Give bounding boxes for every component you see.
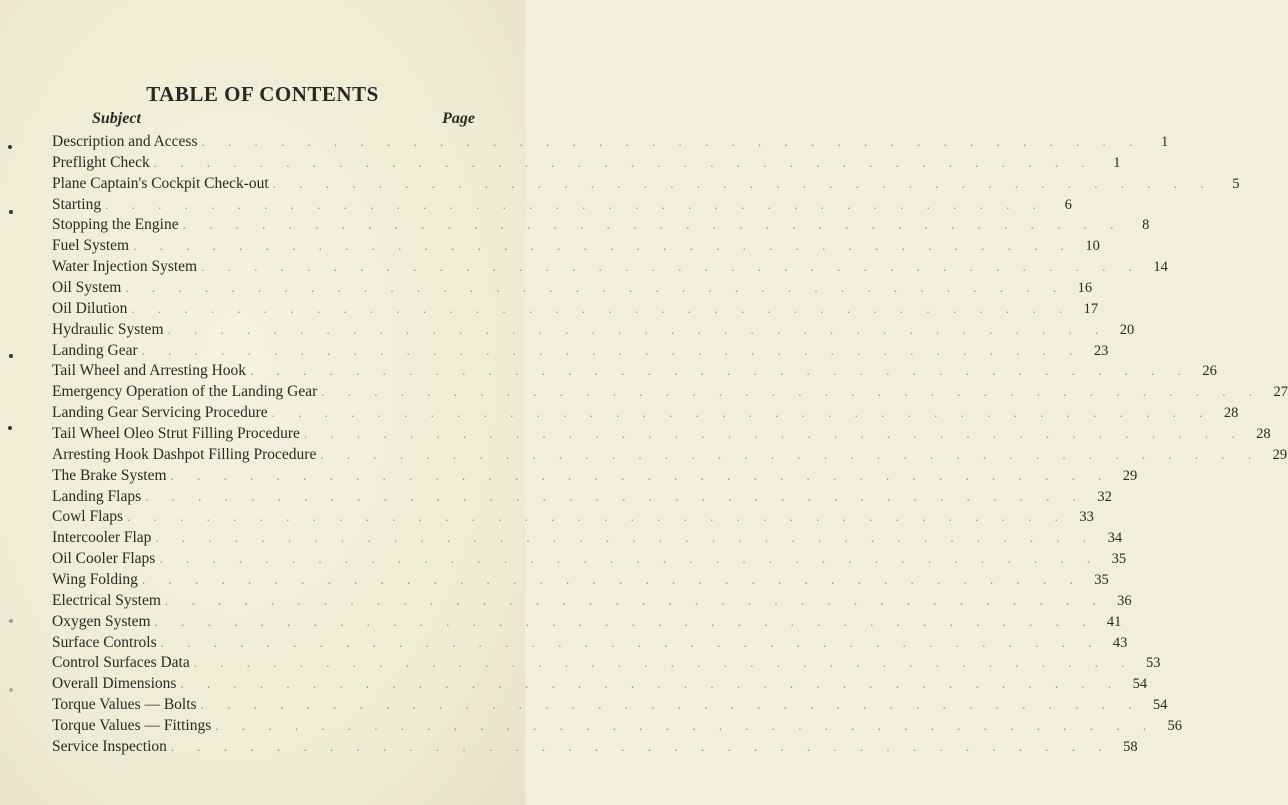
toc-entry-label: Landing Gear Servicing Procedure bbox=[52, 404, 268, 422]
dot-leader: . . . . . . . . . . . . . . . . . . . . . . . . . . . . . . . . . . . . bbox=[131, 300, 1073, 316]
binding-hole-mark bbox=[9, 619, 13, 623]
toc-entry bbox=[52, 320, 1135, 342]
toc-entry-page-number: 28 bbox=[1256, 426, 1271, 443]
toc-entry-label: Intercooler Flap bbox=[52, 529, 152, 547]
toc-entry-page-number: 32 bbox=[1097, 488, 1112, 505]
dot-leader: . . . . . . . . . . . . . . . . . . . . . . . . . . . . . . . . . . . . bbox=[167, 321, 1109, 337]
dot-leader: . . . . . . . . . . . . . . . . . . . . . . . . . . . . . . . . . . . . bbox=[170, 467, 1112, 483]
toc-entry bbox=[52, 696, 1168, 717]
dot-leader: . . . . . . . . . . . . . . . . . . . . . . . . . . . . . . . . . . . . bbox=[201, 134, 1143, 149]
toc-entry-label: Overall Dimensions bbox=[52, 675, 177, 693]
toc-entry-page-number: 27 bbox=[1273, 384, 1288, 401]
toc-entry-page-number: 35 bbox=[1111, 551, 1127, 568]
dot-leader: . . . . . . . . . . . . . . . . . . . . . . . . . . . . . . . . . . . . bbox=[105, 196, 1046, 212]
toc-entry bbox=[52, 216, 1150, 237]
toc-entry bbox=[52, 466, 1138, 488]
dot-leader: . . . . . . . . . . . . . . . . . . . . . . . . . . . . . . . . . . . . bbox=[153, 154, 1095, 170]
dot-leader: . . . . . . . . . . . . . . . . . . . . . . . . . . . . . . . . . . . . bbox=[164, 592, 1106, 608]
toc-entry-page-number: 34 bbox=[1107, 530, 1123, 547]
dot-leader: . . . . . . . . . . . . . . . . . . . . . . . . . . . . . . . . . . . . bbox=[154, 613, 1096, 629]
dot-leader: . . . . . . . . . . . . . . . . . . . . . . . . . . . . . . . . . . . . bbox=[141, 572, 1083, 588]
dot-leader: . . . . . . . . . . . . . . . . . . . . . . . . . . . . . . . . . . . . bbox=[159, 551, 1101, 567]
toc-entry bbox=[52, 571, 1109, 592]
toc-entry-label: Landing Flaps bbox=[52, 487, 142, 505]
dot-leader: . . . . . . . . . . . . . . . . . . . . . . . . . . . . . . . . . . . . bbox=[250, 363, 1191, 379]
toc-entry-page-number: 5 bbox=[1232, 175, 1240, 192]
dot-leader: . . . . . . . . . . . . . . . . . . . . . . . . . . . . . . . . . . . . bbox=[201, 259, 1142, 275]
toc-entry-label: Oxygen System bbox=[52, 612, 151, 630]
toc-entry bbox=[52, 633, 1128, 655]
table-of-contents bbox=[52, 133, 1288, 759]
dot-leader: . . . . . . . . . . . . . . . . . . . . . . . . . . . . . . . . . . . . bbox=[145, 488, 1086, 504]
toc-entry bbox=[52, 133, 1169, 154]
toc-entry bbox=[52, 508, 1094, 529]
toc-entry bbox=[52, 299, 1099, 321]
toc-entry-label: Oil System bbox=[52, 279, 122, 297]
toc-entry-page-number: 35 bbox=[1094, 572, 1109, 589]
page-column-header: Page bbox=[442, 110, 475, 127]
toc-entry bbox=[52, 362, 1217, 383]
toc-entry bbox=[52, 237, 1100, 258]
dot-leader: . . . . . . . . . . . . . . . . . . . . . . . . . . . . . . . . . . . . bbox=[133, 238, 1074, 254]
toc-entry-label: Preflight Check bbox=[52, 153, 150, 171]
toc-entry-label: Starting bbox=[52, 195, 102, 213]
toc-entry-page-number: 43 bbox=[1112, 634, 1128, 651]
toc-entry bbox=[52, 591, 1132, 613]
dot-leader: . . . . . . . . . . . . . . . . . . . . . . . . . . . . . . . . . . . . bbox=[170, 738, 1112, 754]
toc-entry bbox=[52, 675, 1148, 696]
toc-entry-page-number: 23 bbox=[1093, 342, 1109, 359]
toc-entry bbox=[52, 425, 1271, 446]
toc-entry-page-number: 54 bbox=[1152, 697, 1168, 714]
toc-entry-label: Landing Gear bbox=[52, 341, 138, 359]
toc-entry-label: The Brake System bbox=[52, 466, 167, 484]
toc-entry-label: Emergency Operation of the Landing Gear bbox=[52, 383, 318, 401]
binding-hole-mark bbox=[8, 145, 12, 149]
dot-leader: . . . . . . . . . . . . . . . . . . . . . . . . . . . . . . . . . . . . bbox=[127, 509, 1068, 525]
binding-hole-mark bbox=[9, 688, 13, 692]
dot-leader: . . . . . . . . . . . . . . . . . . . . . . . . . . . . . . . . . . . . bbox=[200, 697, 1142, 713]
toc-entry-page-number: 26 bbox=[1202, 363, 1217, 380]
toc-entry bbox=[52, 195, 1072, 217]
toc-entry-label: Control Surfaces Data bbox=[52, 654, 190, 672]
toc-entry-page-number: 29 bbox=[1272, 446, 1288, 463]
toc-entry-page-number: 20 bbox=[1119, 321, 1135, 338]
dot-leader: . . . . . . . . . . . . . . . . . . . . . . . . . . . . . . . . . . . . bbox=[215, 718, 1156, 734]
toc-entry-page-number: 8 bbox=[1142, 217, 1150, 234]
toc-entry-page-number: 1 bbox=[1113, 154, 1121, 171]
dot-leader: . . . . . . . . . . . . . . . . . . . . . . . . . . . . . . . . . . . . bbox=[272, 175, 1214, 191]
dot-leader: . . . . . . . . . . . . . . . . . . . . . . . . . . . . . . . . . . . . bbox=[193, 655, 1135, 671]
toc-entry-label: Arresting Hook Dashpot Filling Procedure bbox=[52, 445, 317, 463]
toc-entry-page-number: 33 bbox=[1079, 509, 1094, 526]
toc-entry bbox=[52, 612, 1122, 634]
toc-entry bbox=[52, 717, 1182, 738]
toc-entry bbox=[52, 654, 1161, 675]
toc-entry-label: Electrical System bbox=[52, 591, 161, 609]
toc-entry-label: Torque Values — Fittings bbox=[52, 717, 212, 735]
toc-entry-page-number: 41 bbox=[1106, 613, 1122, 630]
dot-leader: . . . . . . . . . . . . . . . . . . . . . . . . . . . . . . . . . . . . bbox=[155, 530, 1097, 546]
toc-entry-label: Tail Wheel and Arresting Hook bbox=[52, 362, 247, 380]
toc-entry bbox=[52, 404, 1239, 425]
subject-column-header: Subject bbox=[92, 110, 141, 127]
toc-entry-label: Hydraulic System bbox=[52, 320, 164, 338]
toc-entry-page-number: 54 bbox=[1132, 676, 1148, 693]
toc-entry-page-number: 14 bbox=[1153, 259, 1168, 276]
toc-entry bbox=[52, 529, 1123, 550]
toc-entry-page-number: 28 bbox=[1223, 405, 1239, 422]
dot-leader: . . . . . . . . . . . . . . . . . . . . . . . . . . . . . . . . . . . . bbox=[303, 426, 1245, 442]
dot-leader: . . . . . . . . . . . . . . . . . . . . . . . . . . . . . . . . . . . . bbox=[125, 280, 1067, 296]
toc-entry-label: Torque Values — Bolts bbox=[52, 696, 197, 714]
toc-entry-page-number: 10 bbox=[1085, 238, 1100, 255]
binding-hole-mark bbox=[9, 354, 13, 358]
toc-entry bbox=[52, 737, 1138, 759]
toc-entry-page-number: 36 bbox=[1117, 592, 1132, 609]
dot-leader: . . . . . . . . . . . . . . . . . . . . . . . . . . . . . . . . . . . . bbox=[321, 384, 1263, 400]
toc-entry bbox=[52, 174, 1240, 196]
binding-hole-mark bbox=[9, 210, 13, 214]
toc-entry bbox=[52, 279, 1093, 300]
dot-leader: . . . . . . . . . . . . . . . . . . . . . . . . . . . . . . . . . . . . bbox=[182, 217, 1124, 233]
toc-entry bbox=[52, 153, 1121, 175]
toc-entry-label: Cowl Flaps bbox=[52, 508, 124, 526]
toc-entry-label: Stopping the Engine bbox=[52, 216, 179, 234]
toc-entry-page-number: 6 bbox=[1064, 196, 1072, 213]
toc-entry-label: Oil Cooler Flaps bbox=[52, 550, 156, 568]
toc-entry-label: Oil Dilution bbox=[52, 299, 128, 317]
toc-entry-page-number: 53 bbox=[1146, 655, 1161, 672]
toc-entry-label: Surface Controls bbox=[52, 633, 157, 651]
toc-entry bbox=[52, 487, 1112, 509]
page-title: TABLE OF CONTENTS bbox=[146, 82, 379, 106]
toc-entry-label: Plane Captain's Cockpit Check-out bbox=[52, 174, 269, 192]
toc-entry-page-number: 29 bbox=[1122, 467, 1138, 484]
toc-entry bbox=[52, 383, 1288, 404]
toc-entry-page-number: 17 bbox=[1083, 300, 1099, 317]
toc-entry-page-number: 56 bbox=[1167, 718, 1182, 735]
toc-entry-page-number: 16 bbox=[1077, 280, 1093, 297]
toc-entry bbox=[52, 258, 1168, 279]
toc-entry-label: Wing Folding bbox=[52, 571, 138, 589]
binding-hole-mark bbox=[8, 426, 12, 430]
dot-leader: . . . . . . . . . . . . . . . . . . . . . . . . . . . . . . . . . . . . bbox=[180, 676, 1122, 692]
dot-leader: . . . . . . . . . . . . . . . . . . . . . . . . . . . . . . . . . . . . bbox=[271, 405, 1213, 421]
toc-entry-page-number: 58 bbox=[1123, 738, 1138, 755]
dot-leader: . . . . . . . . . . . . . . . . . . . . . . . . . . . . . . . . . . . . bbox=[160, 634, 1102, 650]
toc-entry bbox=[52, 445, 1288, 467]
toc-entry-label: Tail Wheel Oleo Strut Filling Procedure bbox=[52, 425, 300, 443]
toc-entry bbox=[52, 550, 1127, 571]
toc-entry-label: Service Inspection bbox=[52, 737, 167, 755]
toc-entry-page-number: 1 bbox=[1161, 134, 1169, 150]
dot-leader: . . . . . . . . . . . . . . . . . . . . . . . . . . . . . . . . . . . . bbox=[141, 342, 1083, 358]
toc-entry bbox=[52, 341, 1109, 363]
toc-entry-label: Water Injection System bbox=[52, 258, 198, 276]
toc-entry-label: Fuel System bbox=[52, 237, 130, 255]
dot-leader: . . . . . . . . . . . . . . . . . . . . . . . . . . . . . . . . . . . . bbox=[320, 446, 1262, 462]
toc-entry-label: Description and Access bbox=[52, 133, 198, 150]
